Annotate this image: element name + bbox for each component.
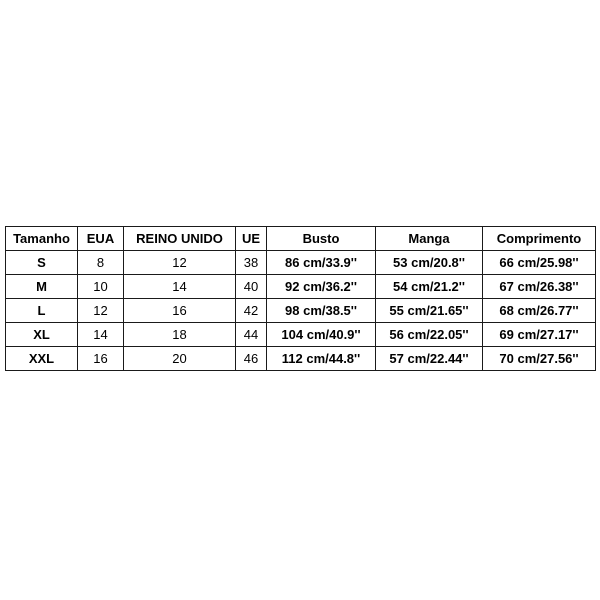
cell-eu: 40 xyxy=(236,275,267,299)
cell-bust: 98 cm/38.5'' xyxy=(267,299,376,323)
cell-length: 68 cm/26.77'' xyxy=(483,299,596,323)
cell-sleeve: 55 cm/21.65'' xyxy=(376,299,483,323)
cell-size: L xyxy=(6,299,78,323)
cell-bust: 112 cm/44.8'' xyxy=(267,347,376,371)
cell-length: 70 cm/27.56'' xyxy=(483,347,596,371)
table-row xyxy=(6,275,596,299)
cell-uk: 16 xyxy=(124,299,236,323)
table-row xyxy=(6,323,596,347)
header-bust: Busto xyxy=(267,227,376,251)
cell-bust: 86 cm/33.9'' xyxy=(267,251,376,275)
table-row xyxy=(6,251,596,275)
cell-size: XXL xyxy=(6,347,78,371)
cell-sleeve: 54 cm/21.2'' xyxy=(376,275,483,299)
cell-sleeve: 56 cm/22.05'' xyxy=(376,323,483,347)
cell-uk: 14 xyxy=(124,275,236,299)
cell-sleeve: 57 cm/22.44'' xyxy=(376,347,483,371)
cell-uk: 12 xyxy=(124,251,236,275)
header-size: Tamanho xyxy=(6,227,78,251)
cell-bust: 92 cm/36.2'' xyxy=(267,275,376,299)
cell-size: XL xyxy=(6,323,78,347)
table-row xyxy=(6,299,596,323)
cell-bust: 104 cm/40.9'' xyxy=(267,323,376,347)
size-chart-table xyxy=(5,226,596,371)
cell-length: 69 cm/27.17'' xyxy=(483,323,596,347)
cell-eu: 38 xyxy=(236,251,267,275)
cell-size: S xyxy=(6,251,78,275)
cell-uk: 20 xyxy=(124,347,236,371)
cell-eu: 42 xyxy=(236,299,267,323)
cell-size: M xyxy=(6,275,78,299)
cell-sleeve: 53 cm/20.8'' xyxy=(376,251,483,275)
header-uk: REINO UNIDO xyxy=(124,227,236,251)
header-eu: UE xyxy=(236,227,267,251)
cell-eu: 44 xyxy=(236,323,267,347)
table-header-row xyxy=(6,227,596,251)
cell-us: 12 xyxy=(78,299,124,323)
cell-length: 66 cm/25.98'' xyxy=(483,251,596,275)
header-sleeve: Manga xyxy=(376,227,483,251)
table-row xyxy=(6,347,596,371)
cell-us: 8 xyxy=(78,251,124,275)
cell-length: 67 cm/26.38'' xyxy=(483,275,596,299)
header-length: Comprimento xyxy=(483,227,596,251)
cell-us: 10 xyxy=(78,275,124,299)
cell-us: 16 xyxy=(78,347,124,371)
cell-eu: 46 xyxy=(236,347,267,371)
header-us: EUA xyxy=(78,227,124,251)
cell-uk: 18 xyxy=(124,323,236,347)
cell-us: 14 xyxy=(78,323,124,347)
